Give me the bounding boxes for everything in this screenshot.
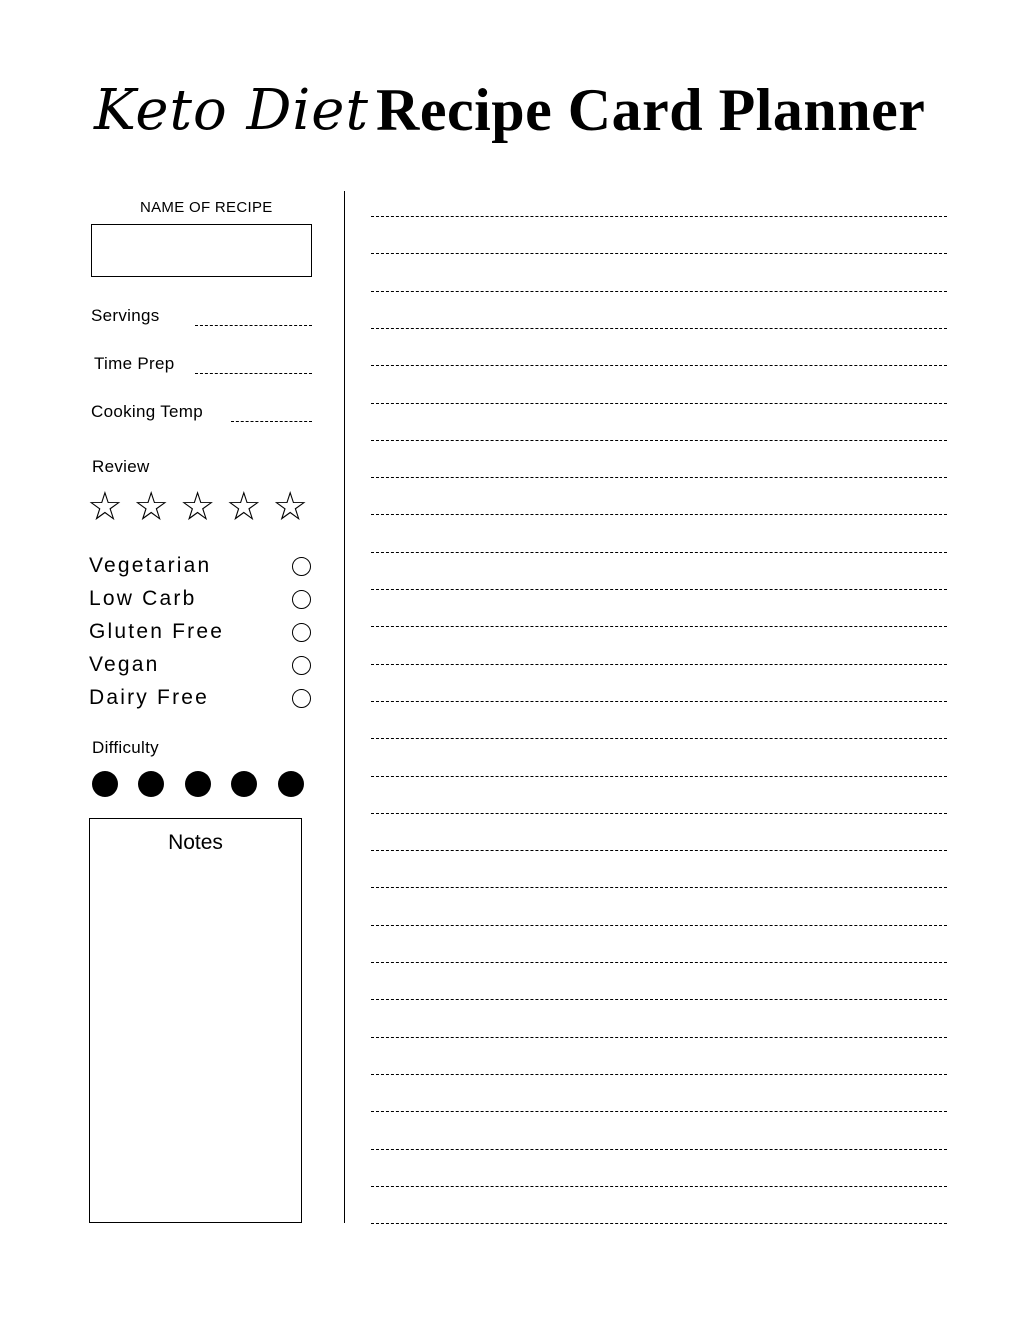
difficulty-dot[interactable] — [185, 771, 211, 797]
cooking-temp-label: Cooking Temp — [91, 402, 203, 421]
difficulty-label: Difficulty — [92, 738, 159, 757]
directions-line[interactable] — [371, 776, 947, 777]
directions-line[interactable] — [371, 440, 947, 441]
difficulty-dot[interactable] — [138, 771, 164, 797]
directions-line[interactable] — [371, 813, 947, 814]
review-label: Review — [92, 457, 150, 476]
directions-line[interactable] — [371, 216, 947, 217]
directions-line[interactable] — [371, 1149, 947, 1150]
title-script: Keto Diet — [94, 78, 369, 143]
directions-line[interactable] — [371, 887, 947, 888]
diet-option-label: Vegan — [89, 653, 160, 676]
directions-line[interactable] — [371, 738, 947, 739]
directions-line[interactable] — [371, 514, 947, 515]
directions-line[interactable] — [371, 291, 947, 292]
directions-line[interactable] — [371, 626, 947, 627]
diet-option-radio[interactable] — [292, 557, 311, 576]
directions-line[interactable] — [371, 403, 947, 404]
directions-line[interactable] — [371, 365, 947, 366]
diet-option-radio[interactable] — [292, 656, 311, 675]
difficulty-dot[interactable] — [278, 771, 304, 797]
directions-line[interactable] — [371, 664, 947, 665]
cooking-temp-line[interactable] — [231, 421, 312, 422]
servings-line[interactable] — [195, 325, 312, 326]
directions-line[interactable] — [371, 1037, 947, 1038]
directions-line[interactable] — [371, 589, 947, 590]
directions-line[interactable] — [371, 1111, 947, 1112]
directions-line[interactable] — [371, 850, 947, 851]
directions-line[interactable] — [371, 1186, 947, 1187]
directions-line[interactable] — [371, 962, 947, 963]
servings-label: Servings — [91, 306, 160, 325]
diet-option-label: Dairy Free — [89, 686, 210, 709]
name-of-recipe-field[interactable] — [91, 224, 312, 277]
directions-line[interactable] — [371, 552, 947, 553]
review-star-icon[interactable]: ☆ — [272, 484, 309, 530]
review-star-icon[interactable]: ☆ — [225, 484, 262, 530]
notes-title: Notes — [168, 831, 223, 854]
diet-option-label: Vegetarian — [89, 554, 212, 577]
review-star-icon[interactable]: ☆ — [133, 484, 170, 530]
directions-line[interactable] — [371, 999, 947, 1000]
time-prep-line[interactable] — [195, 373, 312, 374]
diet-option-radio[interactable] — [292, 623, 311, 642]
directions-line[interactable] — [371, 1223, 947, 1224]
directions-line[interactable] — [371, 1074, 947, 1075]
difficulty-dot[interactable] — [231, 771, 257, 797]
directions-line[interactable] — [371, 925, 947, 926]
column-divider — [344, 191, 345, 1223]
diet-option-label: Gluten Free — [89, 620, 225, 643]
review-star-icon[interactable]: ☆ — [179, 484, 216, 530]
difficulty-dot[interactable] — [92, 771, 118, 797]
diet-option-radio[interactable] — [292, 590, 311, 609]
name-of-recipe-label: NAME OF RECIPE — [140, 199, 273, 216]
review-star-icon[interactable]: ☆ — [87, 484, 123, 530]
page-title: Recipe Card Planner — [376, 77, 926, 143]
directions-line[interactable] — [371, 253, 947, 254]
directions-line[interactable] — [371, 477, 947, 478]
directions-line[interactable] — [371, 328, 947, 329]
directions-line[interactable] — [371, 701, 947, 702]
notes-box[interactable] — [89, 818, 302, 1223]
time-prep-label: Time Prep — [94, 354, 175, 373]
diet-option-radio[interactable] — [292, 689, 311, 708]
diet-option-label: Low Carb — [89, 587, 197, 610]
